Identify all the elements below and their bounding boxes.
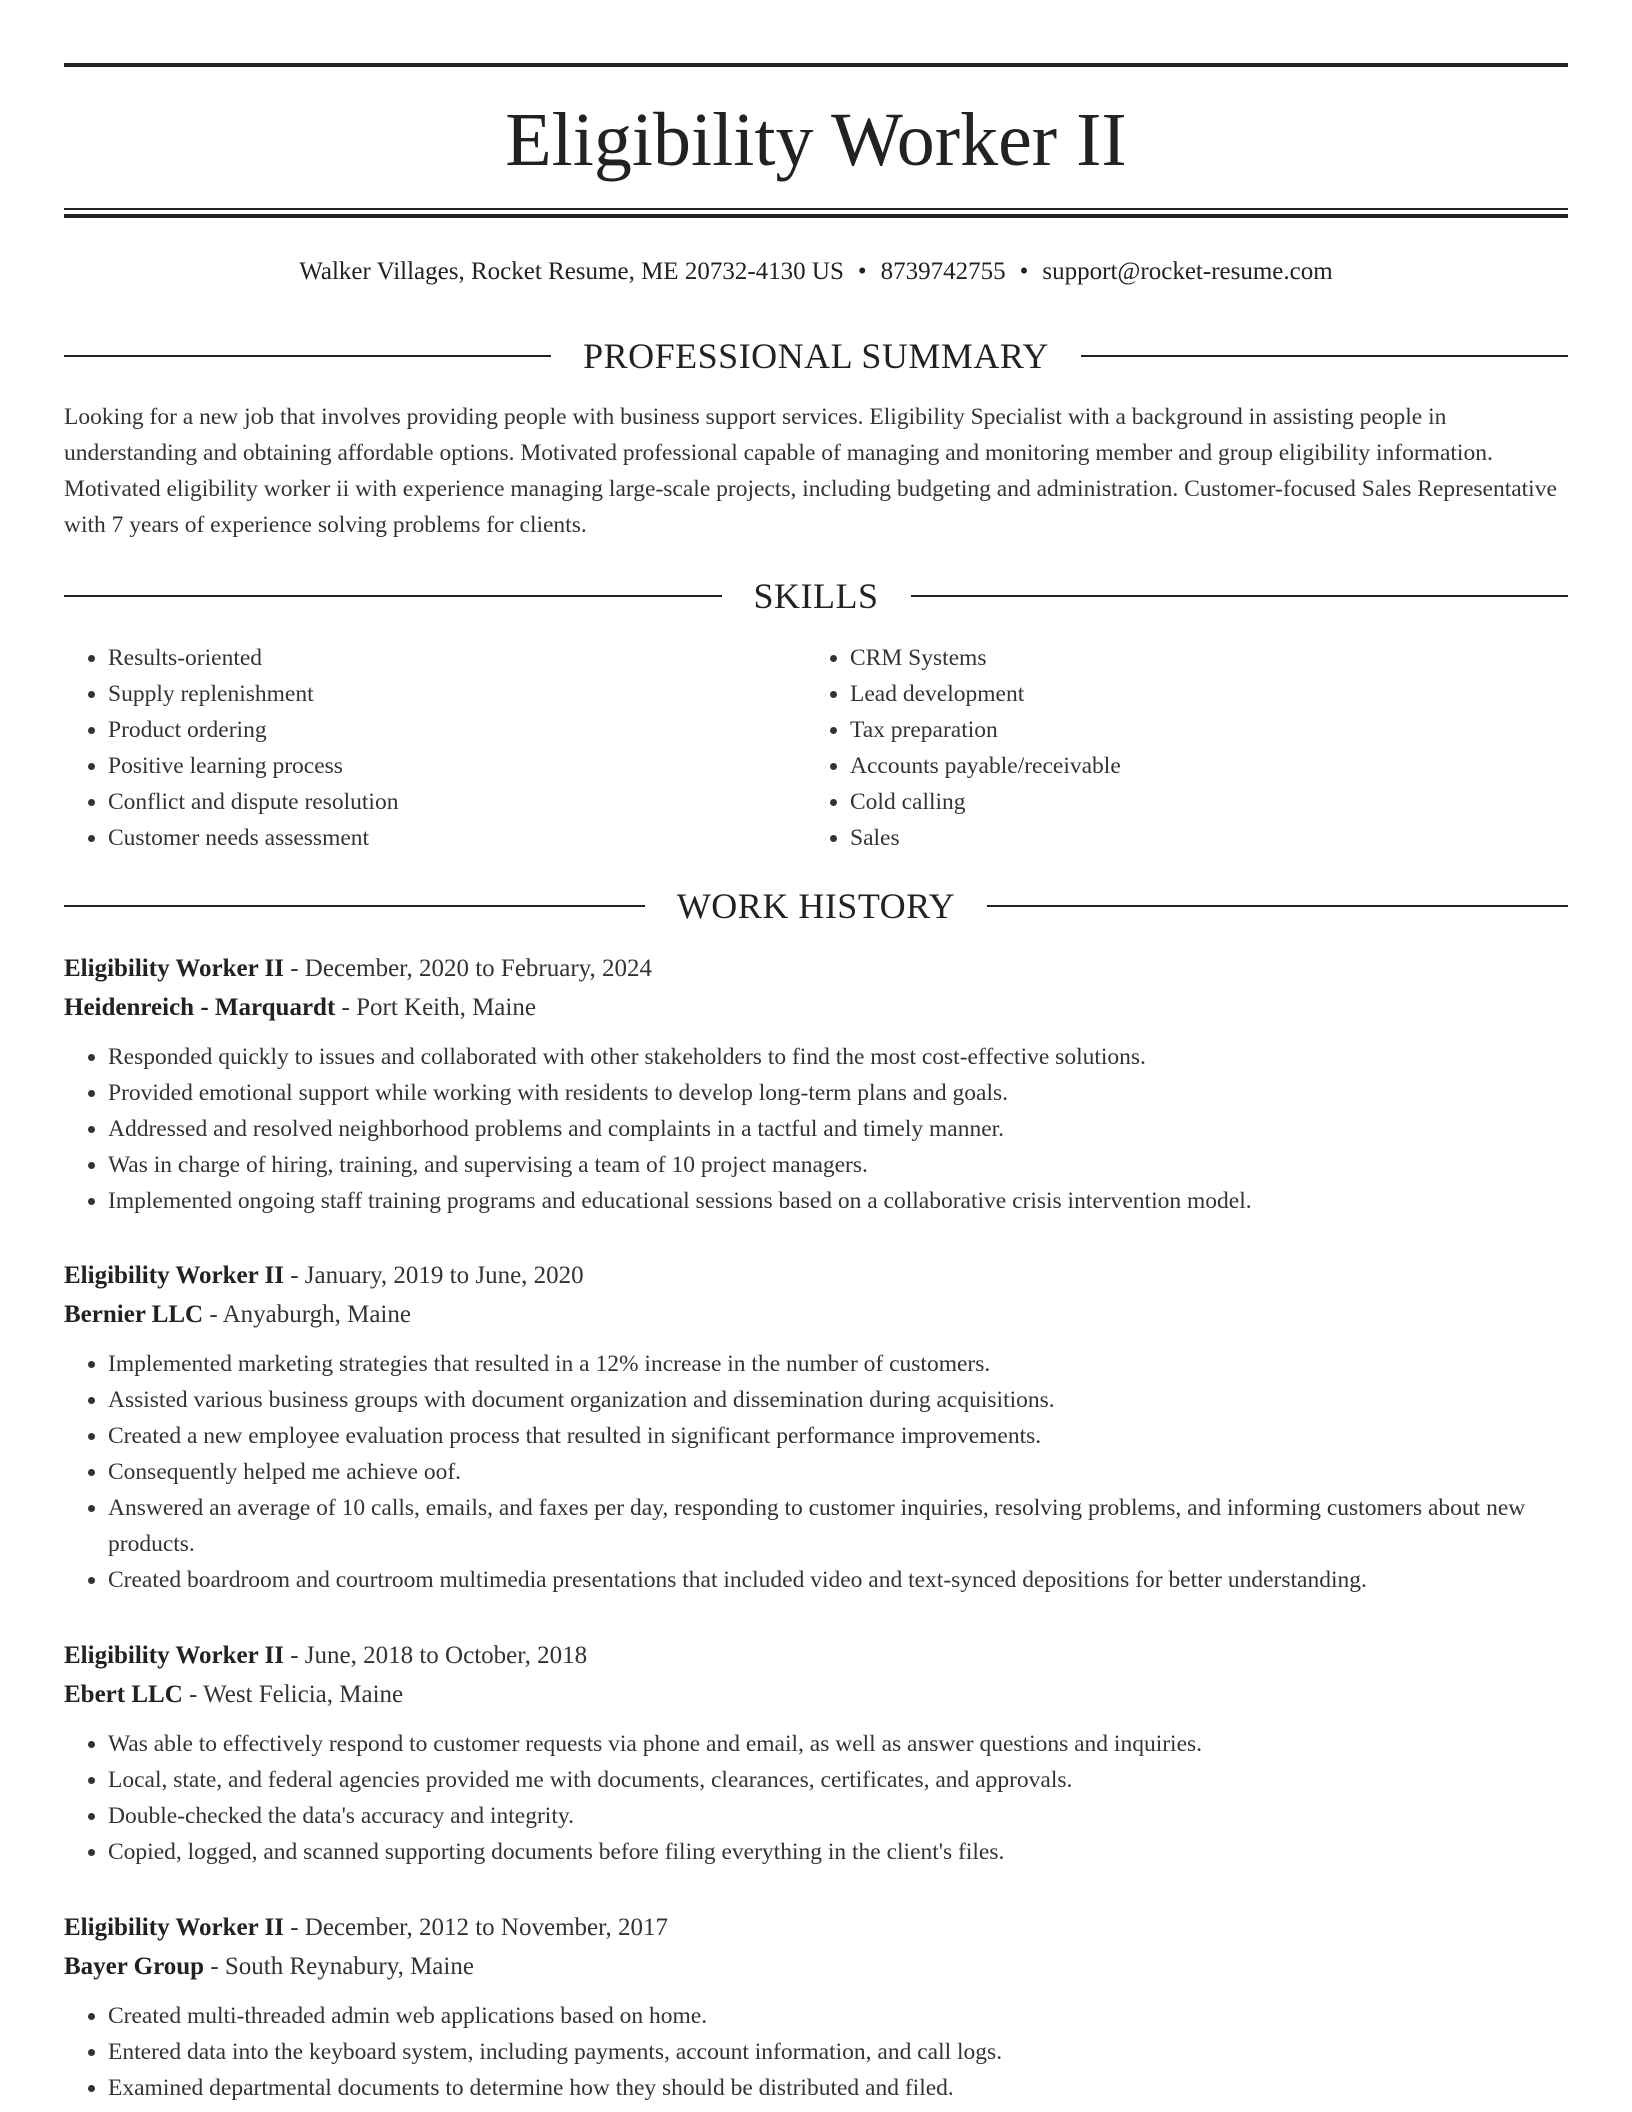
summary-text: Looking for a new job that involves providing people with business support services. Eligibility Specialist with a background in assisting people in understanding and obtaining affordable options. Motivated professional capable of managing and monitoring member and group eligibility information. Motivated eligibility worker ii with experience managing large-scale projects, including budgeting and administration. Customer-focused Sales Representative with 7 years of experience solving problems for clients. [64,404,1557,538]
job-bullet: • Was able to effectively respond to customer requests via phone and email, as well as answer questions and inquiries. [108,1726,1568,1762]
job-bullet: • Implemented marketing strategies that resulted in a 12% increase in the number of customers. [108,1346,1568,1382]
skills-column-right [806,640,1548,856]
job-title-line [64,1257,1568,1295]
job-company: Heidenreich - Marquardt [64,994,336,1021]
job-company-line [64,1296,1568,1334]
header-rule-upper [64,208,1568,210]
job-bullet: • Double-checked the data's accuracy and integrity. [108,1798,1568,1834]
skill-item: • Product ordering [108,712,806,748]
skills-column-left [64,640,806,856]
contact-address: Walker Villages, Rocket Resume, ME 20732-4130 US [299,258,844,285]
skill-item: • Results-oriented [108,640,806,676]
job-entry [64,1909,1568,2106]
job-title: Eligibility Worker II [64,1914,284,1941]
job-bullet: • Copied, logged, and scanned supporting documents before filing everything in the client's files. [108,1834,1568,1870]
job-bullets [64,1039,1568,1219]
skills-list [64,640,1568,856]
heading-rule-left [64,905,645,907]
job-title-line [64,1637,1568,1675]
job-title: Eligibility Worker II [64,955,284,982]
skill-item: • Supply replenishment [108,676,806,712]
skill-item: • Lead development [850,676,1548,712]
job-bullet: • Consequently helped me achieve oof. [108,1454,1568,1490]
job-bullets [64,1998,1568,2106]
job-bullets [64,1726,1568,1870]
skill-item: • CRM Systems [850,640,1548,676]
job-bullet: • Entered data into the keyboard system, including payments, account information, and call logs. [108,2034,1568,2070]
heading-rule-right [911,595,1569,597]
work-history-heading-label: WORK HISTORY [676,886,956,926]
job-bullet: • Created boardroom and courtroom multimedia presentations that included video and text-synced depositions for better understanding. [108,1562,1568,1598]
job-bullet: • Created multi-threaded admin web applications based on home. [108,1998,1568,2034]
job-bullet: • Was in charge of hiring, training, and supervising a team of 10 project managers. [108,1147,1568,1183]
job-bullet: • Local, state, and federal agencies provided me with documents, clearances, certificates, and approvals. [108,1762,1568,1798]
contact-line [64,256,1568,288]
summary-heading [64,336,1568,376]
job-bullet: • Answered an average of 10 calls, emails, and faxes per day, responding to customer inquiries, resolving problems, and informing customers about new products. [108,1490,1568,1562]
skill-item: • Sales [850,820,1548,856]
job-bullet: • Addressed and resolved neighborhood problems and complaints in a tactful and timely manner. [108,1111,1568,1147]
job-dates: - December, 2020 to February, 2024 [283,955,653,982]
skill-item: • Tax preparation [850,712,1548,748]
heading-rule-right [987,905,1568,907]
job-entry [64,950,1568,1219]
job-location: - Port Keith, Maine [335,994,536,1021]
header-top-rule [64,63,1568,67]
header-rule-lower [64,214,1568,218]
work-history-heading [64,886,1568,926]
resume-title: Eligibility Worker II [505,98,1127,182]
job-title: Eligibility Worker II [64,1262,284,1289]
job-bullet: • Responded quickly to issues and collaborated with other stakeholders to find the most cost-effective solutions. [108,1039,1568,1075]
job-company-line [64,989,1568,1027]
job-bullet: • Assisted various business groups with document organization and dissemination during acquisitions. [108,1382,1568,1418]
job-bullet: • Implemented ongoing staff training programs and educational sessions based on a collaborative crisis intervention model. [108,1183,1568,1219]
contact-phone: 8739742755 [880,258,1006,285]
job-company: Ebert LLC [64,1681,183,1708]
job-dates: - January, 2019 to June, 2020 [283,1262,584,1289]
job-location: - Anyaburgh, Maine [203,1301,411,1328]
job-location: - West Felicia, Maine [182,1681,404,1708]
summary-heading-label: PROFESSIONAL SUMMARY [583,336,1049,376]
heading-rule-left [64,355,551,357]
heading-rule-right [1081,355,1568,357]
job-bullet: • Provided emotional support while working with residents to develop long-term plans and goals. [108,1075,1568,1111]
skill-item: • Positive learning process [108,748,806,784]
job-company: Bayer Group [64,1953,205,1980]
job-dates: - December, 2012 to November, 2017 [283,1914,668,1941]
job-company: Bernier LLC [64,1301,204,1328]
job-bullet: • Examined departmental documents to determine how they should be distributed and filed. [108,2070,1568,2106]
contact-separator: • [857,258,867,285]
contact-email: support@rocket-resume.com [1042,258,1333,285]
job-dates: - June, 2018 to October, 2018 [283,1642,588,1669]
heading-rule-left [64,595,722,597]
skill-item: • Conflict and dispute resolution [108,784,806,820]
job-entry [64,1257,1568,1598]
job-location: - South Reynabury, Maine [204,1953,474,1980]
job-company-line [64,1948,1568,1986]
job-company-line [64,1676,1568,1714]
skills-heading-label: SKILLS [753,576,879,616]
job-title-line [64,950,1568,988]
job-title-line [64,1909,1568,1947]
job-entry [64,1637,1568,1870]
job-bullets [64,1346,1568,1598]
contact-separator: • [1019,258,1029,285]
job-bullet: • Created a new employee evaluation process that resulted in significant performance improvements. [108,1418,1568,1454]
skill-item: • Accounts payable/receivable [850,748,1548,784]
skill-item: • Cold calling [850,784,1548,820]
skills-heading [64,576,1568,616]
skill-item: • Customer needs assessment [108,820,806,856]
job-title: Eligibility Worker II [64,1642,284,1669]
